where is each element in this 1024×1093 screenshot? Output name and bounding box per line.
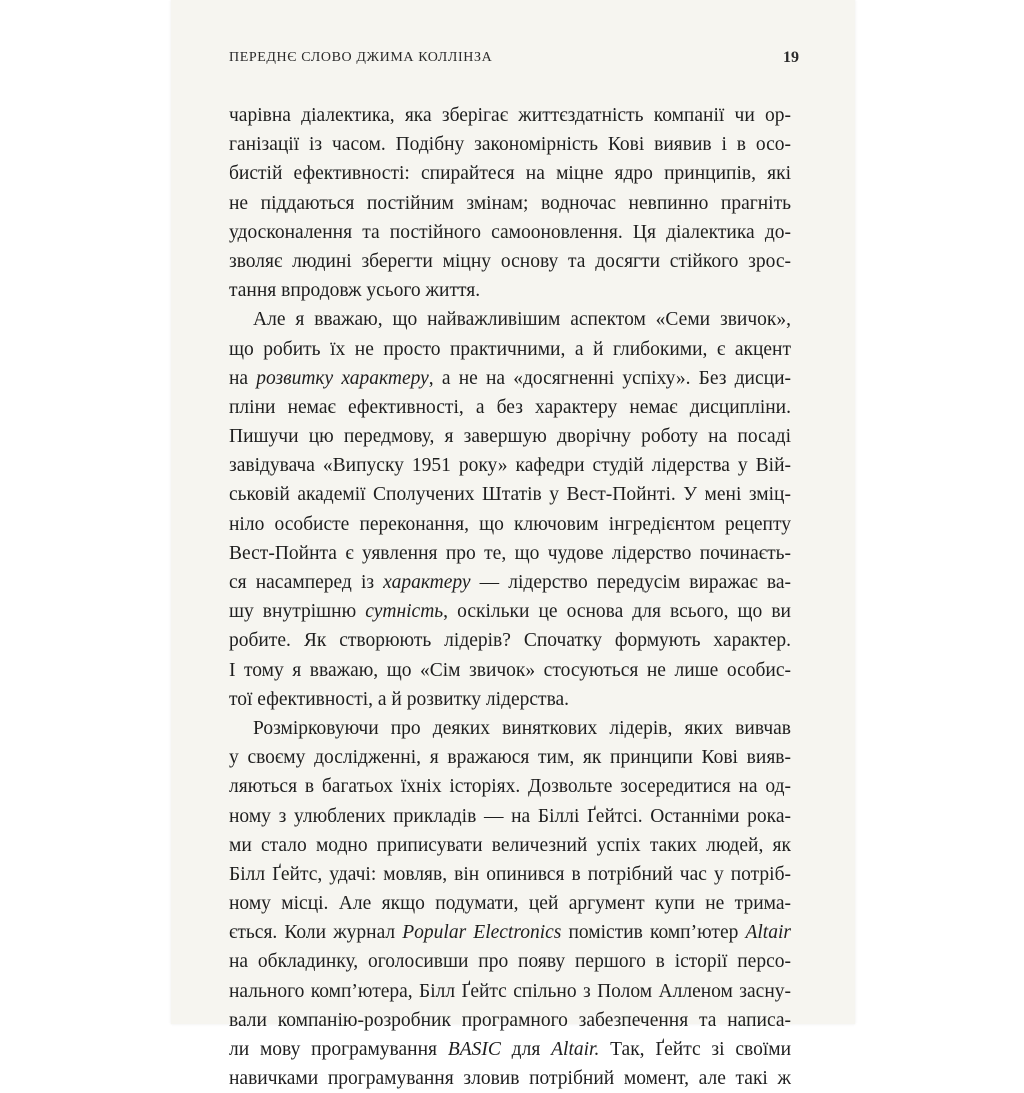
text-line: бистій ефективності: спирайтеся на міцне ядро принципів, які [229, 163, 791, 185]
text-line: ляються в багатьох їхніх історіях. Дозвольте зосередитися на од- [229, 776, 791, 798]
running-title: ПЕРЕДНЄ СЛОВО ДЖИМА КОЛЛІНЗА [229, 50, 493, 65]
text-line: що робить їх не просто практичними, а й глибокими, є акцент [229, 338, 791, 360]
text-fragment: для [500, 1039, 552, 1060]
text-fragment: Так, Ґейтс зі своїми [599, 1039, 792, 1060]
text-line: ськовій академії Сполучених Штатів у Вест-Пойнті. У мені зміц- [229, 484, 791, 506]
text-line: Але я вважаю, що найважливішим аспектом «Семи звичок», [253, 309, 791, 331]
text-fragment: помістив комп’ютер [561, 922, 746, 944]
text-fragment: шу внутрішню [229, 601, 366, 623]
text-line: тої ефективності, а й розвитку лідерства. [229, 688, 570, 710]
text-line: зволяє людині зберегти міцну основу та досягти стійкого зрос- [229, 250, 791, 272]
text-line: вали компанію-розробник програмного забезпечення та написа- [229, 1009, 791, 1031]
text-line: завідувача «Випуску 1951 року» кафедри студій лідерства у Вій- [229, 455, 791, 477]
text-line: пліни немає ефективності, а без характеру немає дисципліни. [229, 396, 791, 418]
text-line: Розмірковуючи про деяких виняткових лідерів, яких вивчав [253, 717, 791, 739]
text-line: ганізації із часом. Подібну закономірність Кові виявив і в осо- [229, 134, 791, 156]
text-line: удосконалення та постійного самооновлення. Ця діалектика до- [229, 221, 791, 243]
italic-phrase: Altair. [551, 1039, 600, 1060]
text-line: не піддаються постійним змінам; водночас невпинно прагніть [229, 192, 791, 214]
text-line: Білл Ґейтс, удачі: мовляв, він опинився в потрібний час у потріб- [229, 863, 791, 885]
book-page [171, 0, 855, 1090]
text-line: нального комп’ютера, Білл Ґейтс спільно з Полом Алленом засну- [229, 980, 791, 1002]
text-line [229, 364, 791, 393]
text-line: тання впродовж усього життя. [229, 280, 481, 302]
text-line: Пишучи цю передмову, я завершую дворічну роботу на посаді [229, 426, 791, 448]
text-line: на обкладинку, оголосивши про появу першого в історії персо- [229, 951, 791, 973]
text-fragment: — лідерство передусім виражає ва- [470, 572, 791, 593]
text-fragment: ся насамперед із [229, 572, 384, 593]
text-line: ми стало модно приписувати величезний успіх таких людей, як [229, 834, 791, 856]
italic-phrase: BASIC [447, 1039, 501, 1060]
body-text [229, 101, 791, 1093]
italic-phrase: розвитку характеру [256, 367, 429, 389]
text-fragment: , оскільки це основа для всього, що ви [443, 601, 791, 623]
text-line [229, 597, 791, 626]
page-number: 19 [783, 49, 799, 66]
text-line: ному місці. Але якщо подумати, цей аргумент купи не трима- [229, 893, 791, 915]
text-line: ному з улюблених прикладів — на Біллі Ґейтсі. Останніми рока- [229, 805, 791, 827]
text-line [229, 918, 791, 947]
text-line [229, 1035, 791, 1064]
text-line: ніло особисте переконання, що ключовим інгредієнтом рецепту [229, 513, 791, 535]
text-line: чарівна діалектика, яка зберігає життєздатність компанії чи ор- [229, 105, 791, 126]
italic-phrase: сутність [365, 601, 444, 623]
text-fragment: ється. Коли журнал [229, 922, 403, 944]
running-head [229, 50, 799, 70]
text-line: робите. Як створюють лідерів? Спочатку формують характер. [229, 630, 791, 652]
italic-phrase: характеру [383, 572, 471, 593]
text-fragment: ли мову програмування [229, 1039, 448, 1060]
text-line: Вест-Пойнта є уявлення про те, що чудове лідерство починаєть- [229, 542, 791, 564]
text-fragment: на [229, 367, 257, 389]
italic-phrase: Altair [745, 922, 791, 944]
text-line: у своєму дослідженні, я вражаюся тим, як принципи Кові вияв- [229, 747, 791, 769]
text-fragment: , а не на «досягненні успіху». Без дисци- [428, 367, 792, 389]
text-line [229, 568, 791, 597]
italic-phrase: Popular Electronics [402, 922, 562, 944]
text-line: навичками програмування зловив потрібний момент, але такі ж [229, 1068, 791, 1090]
text-line: І тому я вважаю, що «Сім звичок» стосуються не лише особис- [229, 659, 791, 681]
